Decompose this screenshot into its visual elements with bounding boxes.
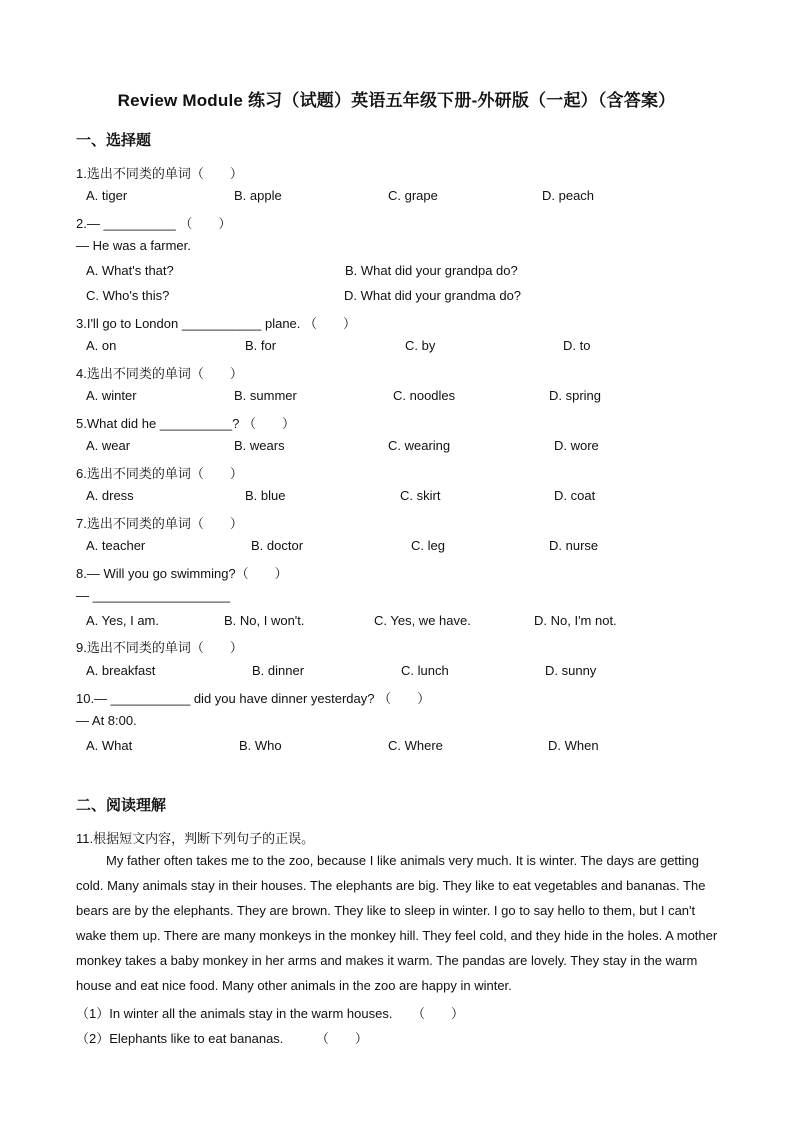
answer-line: — He was a farmer.: [76, 238, 191, 253]
option-d: D. coat: [554, 488, 596, 503]
option-d: D. No, I'm not.: [534, 613, 617, 628]
option-a: A. What: [86, 738, 133, 753]
question-stem: 1.选出不同类的单词（ ）: [76, 166, 243, 181]
option-a: A. winter: [86, 388, 137, 403]
option-b: B. for: [245, 338, 277, 353]
passage-line: wake them up. There are many monkeys in the monkey hill. They feel cold, and they hide in the holes. A mother: [76, 928, 718, 943]
option-c: C. Who's this?: [86, 288, 170, 303]
option-b: B. Who: [239, 738, 282, 753]
option-c: C. grape: [388, 188, 438, 203]
option-b: B. dinner: [252, 663, 305, 678]
question-stem: 9.选出不同类的单词（ ）: [76, 640, 243, 655]
passage-line: house and eat nice food. Many other animals in the zoo are happy in winter.: [76, 978, 512, 993]
statement-item: （1）In winter all the animals stay in the warm houses. （ ）: [76, 1006, 464, 1021]
option-b: B. What did your grandpa do?: [345, 263, 518, 278]
option-d: D. spring: [549, 388, 602, 403]
option-b: B. No, I won't.: [224, 613, 305, 628]
answer-line: — At 8:00.: [76, 713, 137, 728]
question-stem: 5.What did he __________? （ ）: [76, 416, 295, 431]
option-c: C. Where: [388, 738, 443, 753]
page-title: Review Module 练习（试题）英语五年级下册-外研版（一起）（含答案）: [117, 91, 676, 110]
option-a: A. on: [86, 338, 117, 353]
option-b: B. summer: [234, 388, 297, 403]
option-c: C. wearing: [388, 438, 451, 453]
option-d: D. to: [563, 338, 591, 353]
option-a: A. breakfast: [86, 663, 156, 678]
option-c: C. lunch: [401, 663, 449, 678]
question-stem: 11.根据短文内容，判断下列句子的正误。: [76, 831, 315, 846]
option-c: C. by: [405, 338, 436, 353]
option-b: B. wears: [234, 438, 285, 453]
answer-line: — ___________________: [76, 588, 230, 603]
question-stem: 8.— Will you go swimming?（ ）: [76, 566, 288, 581]
option-d: D. When: [548, 738, 599, 753]
question-stem: 3.I'll go to London ___________ plane. （ ）: [76, 316, 357, 331]
question-stem: 10.— ___________ did you have dinner yesterday? （ ）: [76, 691, 431, 706]
option-c: C. Yes, we have.: [374, 613, 471, 628]
option-b: B. blue: [245, 488, 286, 503]
section-heading-reading: 二、阅读理解: [76, 797, 167, 814]
option-a: A. wear: [86, 438, 131, 453]
option-a: A. tiger: [86, 188, 128, 203]
passage-line: bears are by the elephants. They are brown. They like to sleep in winter. I go to say hello to them, but I can't: [76, 903, 696, 918]
statement-item: （2）Elephants like to eat bananas. （ ）: [76, 1031, 368, 1046]
option-d: D. peach: [542, 188, 595, 203]
option-d: D. nurse: [549, 538, 599, 553]
option-c: C. noodles: [393, 388, 456, 403]
option-a: A. dress: [86, 488, 134, 503]
option-b: B. doctor: [251, 538, 304, 553]
passage-line: monkey takes a baby monkey in her arms and makes it warm. The pandas are lovely. They stay in the warm: [76, 953, 698, 968]
option-a: A. What's that?: [86, 263, 174, 278]
passage-line: cold. Many animals stay in their houses. The elephants are big. They like to eat vegetables and bananas. The: [76, 878, 706, 893]
question-stem: 7.选出不同类的单词（ ）: [76, 516, 243, 531]
section-heading-choice: 一、选择题: [76, 132, 152, 149]
option-d: D. wore: [554, 438, 599, 453]
option-d: D. What did your grandma do?: [344, 288, 522, 303]
option-d: D. sunny: [545, 663, 597, 678]
question-stem: 2.— __________ （ ）: [76, 216, 232, 231]
option-c: C. skirt: [400, 488, 441, 503]
option-a: A. teacher: [86, 538, 146, 553]
passage-line: My father often takes me to the zoo, because I like animals very much. It is winter. The days are getting: [106, 853, 699, 868]
option-b: B. apple: [234, 188, 282, 203]
option-c: C. leg: [411, 538, 445, 553]
question-stem: 6.选出不同类的单词（ ）: [76, 466, 243, 481]
option-a: A. Yes, I am.: [86, 613, 159, 628]
question-stem: 4.选出不同类的单词（ ）: [76, 366, 243, 381]
